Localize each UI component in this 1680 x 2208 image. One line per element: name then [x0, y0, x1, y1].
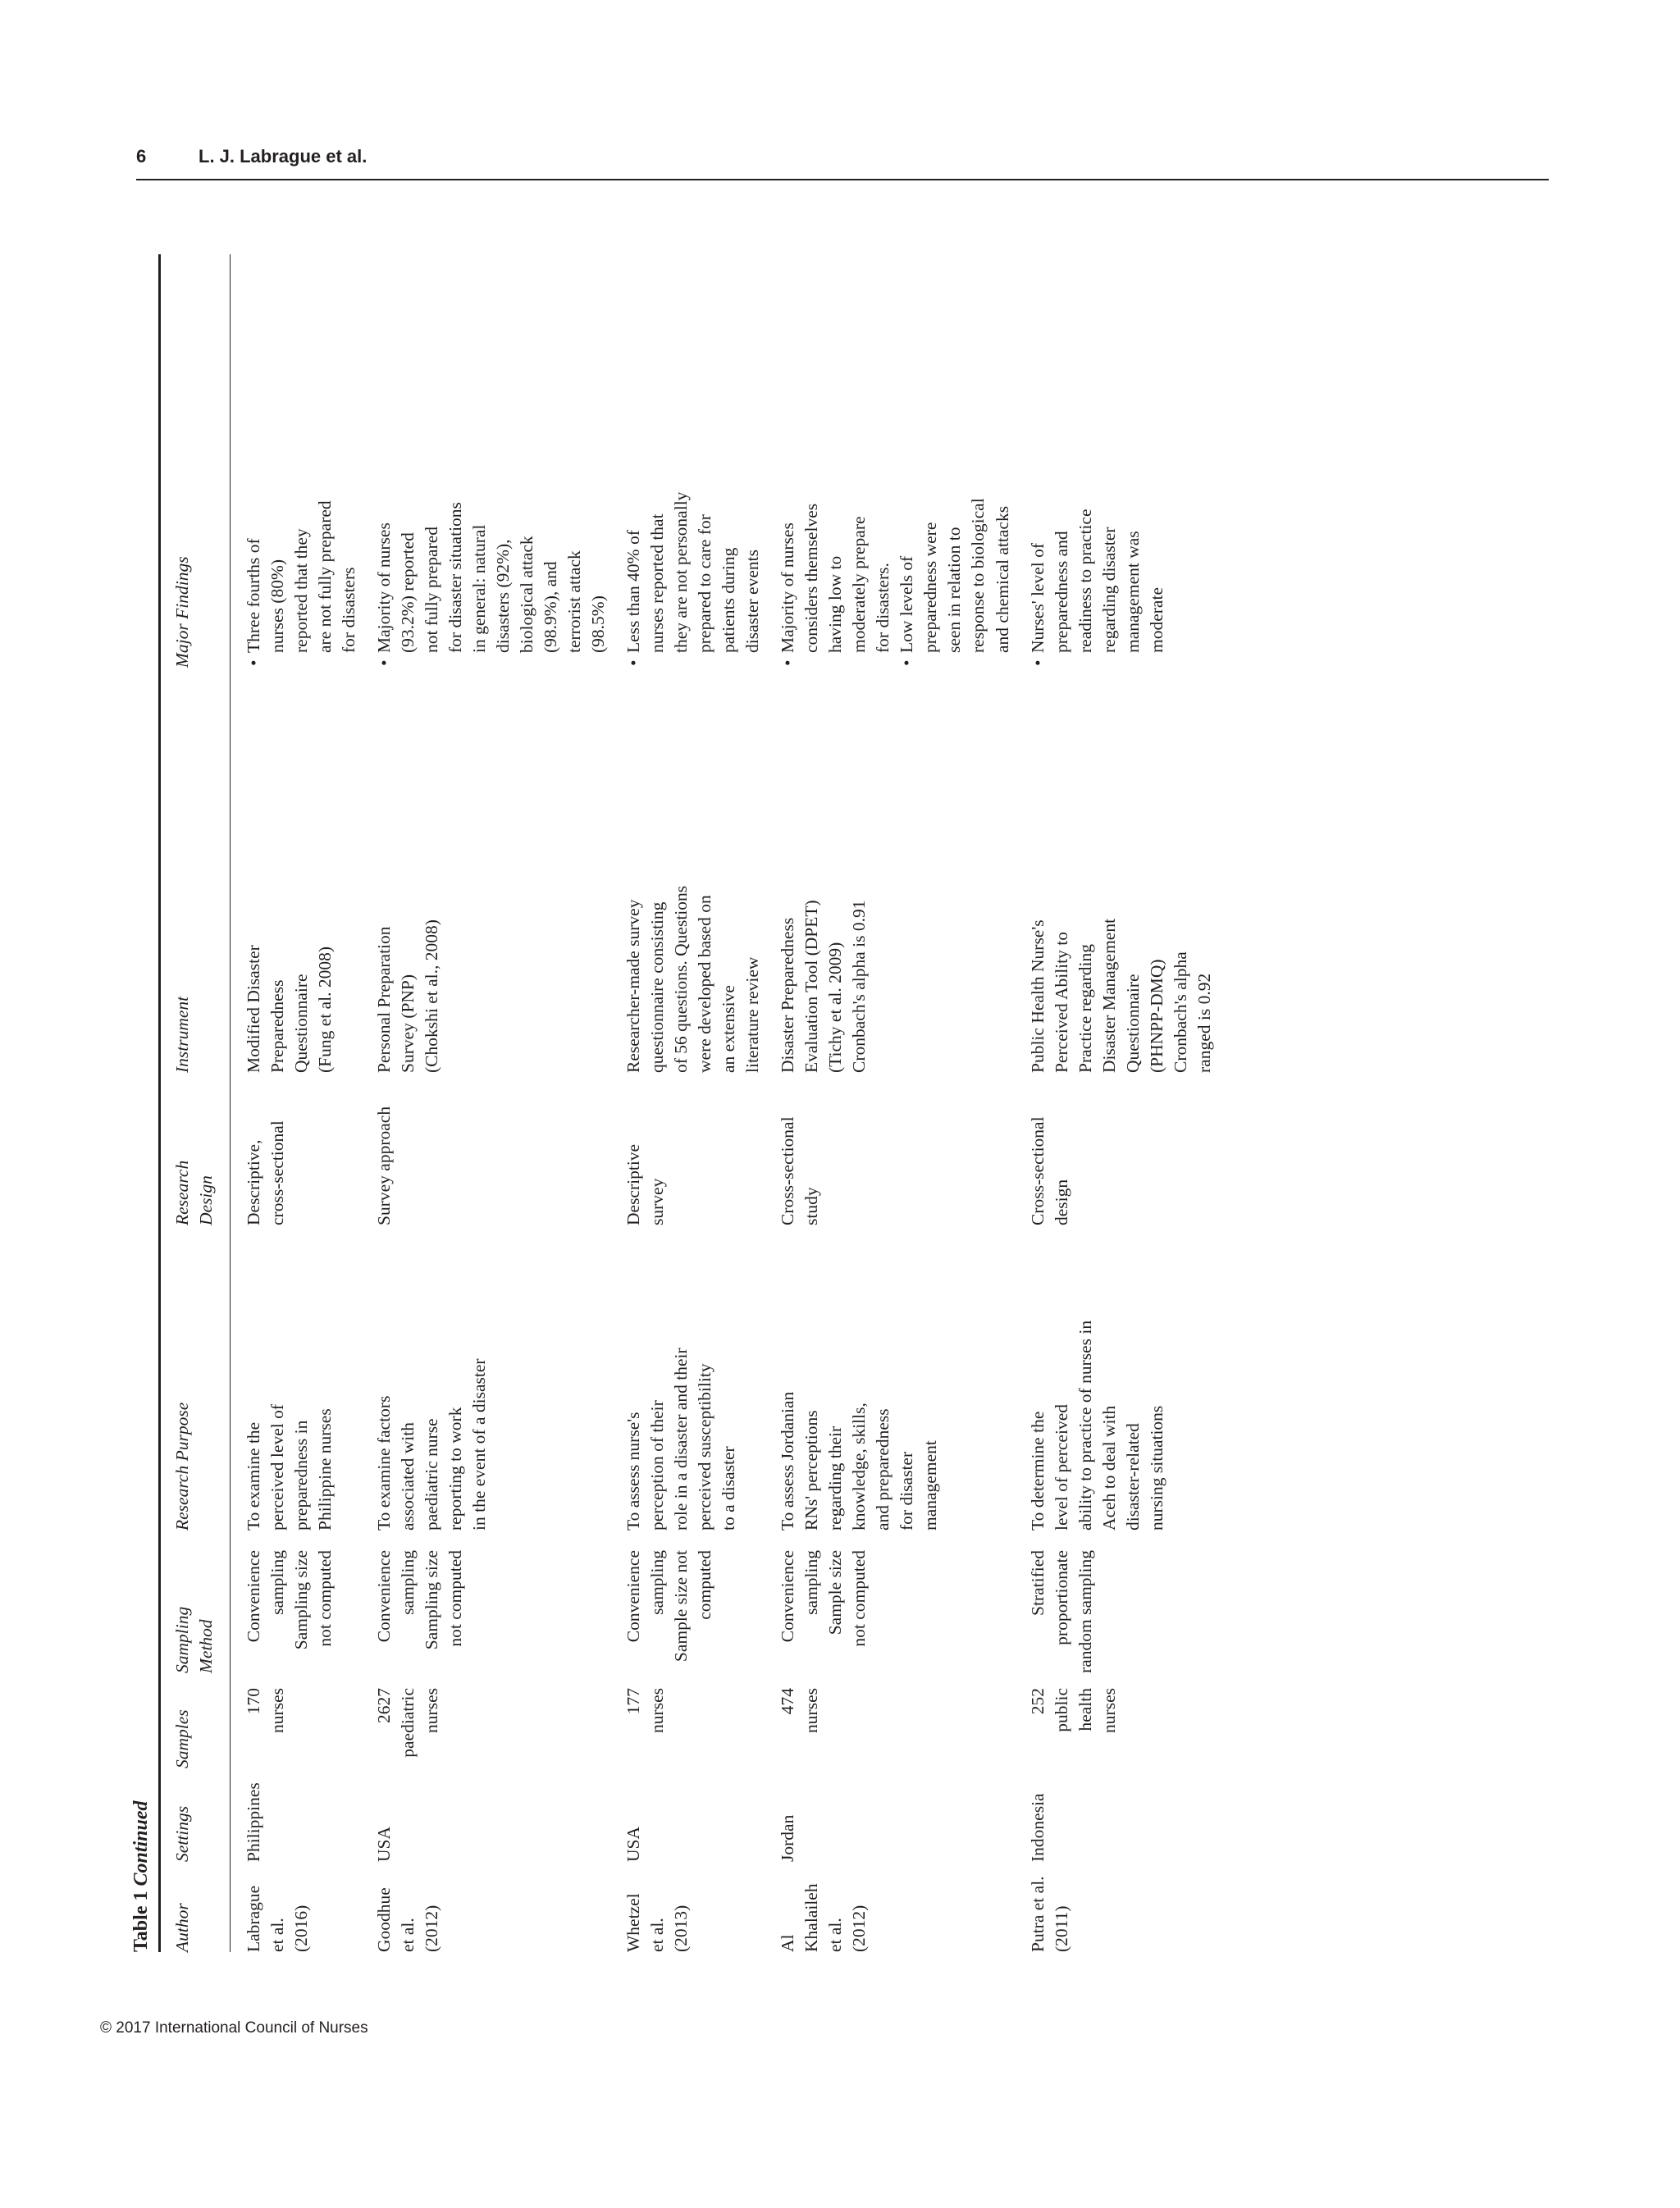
setting-cell: Jordan	[778, 1814, 798, 1862]
author-cell: Whetzel et al. (2013)	[623, 1893, 692, 1952]
column-header: Instrument	[172, 996, 192, 1073]
setting-cell: USA	[623, 1826, 644, 1862]
findings-list	[372, 259, 610, 668]
major-findings-cell	[610, 254, 765, 668]
finding-item: • Majority of nurses considers themselves having low to moderately prepare for disasters.	[776, 259, 895, 668]
setting-cell: USA	[374, 1826, 395, 1862]
research-design-cell: Descriptive survey	[623, 1143, 668, 1225]
column-header: Research Purpose	[172, 1402, 192, 1531]
study-table	[158, 254, 1217, 1952]
rotated-table	[130, 246, 1394, 1952]
table-row	[231, 254, 362, 1952]
author-cell: Putra et al. (2011)	[1027, 1876, 1071, 1952]
table-row	[1015, 254, 1217, 1952]
setting-cell: Indonesia	[1027, 1793, 1048, 1862]
major-findings-cell	[765, 254, 1014, 668]
research-purpose-cell: To assess nurse's perception of their role in a disaster and their perceived susceptibility to a disaster	[623, 1348, 739, 1531]
research-purpose-cell: To assess Jordanian RNs' perceptions regarding their knowledge, skills, and preparedness for disaster management	[778, 1391, 941, 1531]
table-label: Table 1	[130, 1891, 152, 1952]
column-header: Samples	[172, 1709, 192, 1768]
finding-item: • Majority of nurses (93.2%) reported not fully prepared for disaster situations in general: natural disasters (92%), biological attack (98.9%), and terrorist attack (98.5%)	[372, 259, 610, 668]
research-purpose-cell: To examine the perceived level of preparedness in Philippine nurses	[244, 1404, 336, 1531]
sampling-method-cell: Stratified proportionate random sampling	[1027, 1550, 1095, 1673]
research-purpose-cell: To examine factors associated with paediatric nurse reporting to work in the event of a disaster	[374, 1358, 490, 1531]
samples-cell: 252 public health nurses	[1027, 1688, 1119, 1733]
finding-item: • Three fourths of nurses (80%) reported that they are not fully prepared for disasters	[242, 259, 361, 668]
table-continued: Continued	[130, 1800, 152, 1886]
finding-item: • Nurses' level of preparedness and readiness to practice regarding disaster management was moderate	[1026, 259, 1169, 668]
instrument-cell: Modified Disaster Preparedness Questionnaire (Fung et al. 2008)	[244, 945, 336, 1073]
page-number: 6	[136, 146, 147, 167]
table-row	[765, 254, 1014, 1952]
instrument-cell: Disaster Preparedness Evaluation Tool (DPET) (Tichy et al. 2009) Cronbach's alpha is 0.91	[778, 900, 870, 1073]
findings-list	[622, 259, 765, 668]
copyright-footer: © 2017 International Council of Nurses	[100, 2019, 368, 2037]
author-cell: Goodhue et al. (2012)	[374, 1887, 442, 1952]
instrument-cell: Personal Preparation Survey (PNP) (Chokshi et al., 2008)	[374, 919, 442, 1073]
column-header: Research Design	[172, 1160, 217, 1225]
samples-cell: 177 nurses	[623, 1688, 668, 1733]
author-cell: Labrague et al. (2016)	[244, 1885, 312, 1952]
finding-item: • Low levels of preparedness were seen in relation to response to biological and chemical attacks	[895, 259, 1014, 668]
research-design-cell: Descriptive, cross-sectional	[244, 1120, 288, 1225]
author-cell: Al Khalaileh et al. (2012)	[778, 1883, 870, 1952]
sampling-method-cell: Convenience sampling Sample size not computed	[623, 1550, 715, 1663]
samples-cell: 2627 paediatric nurses	[374, 1688, 442, 1758]
findings-list	[1026, 259, 1169, 668]
findings-list	[242, 259, 361, 668]
samples-cell: 170 nurses	[244, 1688, 288, 1733]
instrument-cell: Researcher-made survey questionnaire consisting of 56 questions. Questions were developed based on an extensive literature review	[623, 885, 763, 1073]
findings-list	[776, 259, 1014, 668]
samples-cell: 474 nurses	[778, 1688, 822, 1733]
table-body	[231, 254, 1217, 1952]
sampling-method-cell: Convenience sampling Sampling size not computed	[244, 1550, 336, 1650]
table-header-row	[160, 254, 231, 1952]
instrument-cell: Public Health Nurse's Perceived Ability to Practice regarding Disaster Management Questionnaire (PHNPP-DMQ) Cronbach's alpha ranged is 0.92	[1027, 918, 1214, 1073]
column-header: Author	[172, 1903, 192, 1952]
sampling-method-cell: Convenience sampling Sampling size not computed	[374, 1550, 466, 1650]
research-purpose-cell: To determine the level of perceived ability to practice of nurses in Aceh to deal with disaster-related nursing situations	[1027, 1320, 1166, 1531]
column-header: Settings	[172, 1805, 192, 1862]
table-row	[361, 254, 610, 1952]
setting-cell: Philippines	[244, 1782, 264, 1862]
research-design-cell: Survey approach	[374, 1106, 395, 1225]
sampling-method-cell: Convenience sampling Sample size not computed	[778, 1550, 870, 1647]
table-caption	[130, 1800, 153, 1952]
major-findings-cell	[231, 254, 362, 668]
column-header: Major Findings	[172, 556, 192, 668]
table-row	[610, 254, 765, 1952]
major-findings-cell	[1015, 254, 1217, 668]
research-design-cell: Cross-sectional design	[1027, 1116, 1071, 1225]
header-rule	[136, 179, 1549, 180]
major-findings-cell	[361, 254, 610, 668]
page-header	[136, 146, 1549, 179]
column-header: Sampling Method	[172, 1606, 217, 1673]
running-title: L. J. Labrague et al.	[199, 146, 368, 167]
research-design-cell: Cross-sectional study	[778, 1116, 822, 1225]
finding-item: • Less than 40% of nurses reported that they are not personally prepared to care for patients during disaster events	[622, 259, 765, 668]
